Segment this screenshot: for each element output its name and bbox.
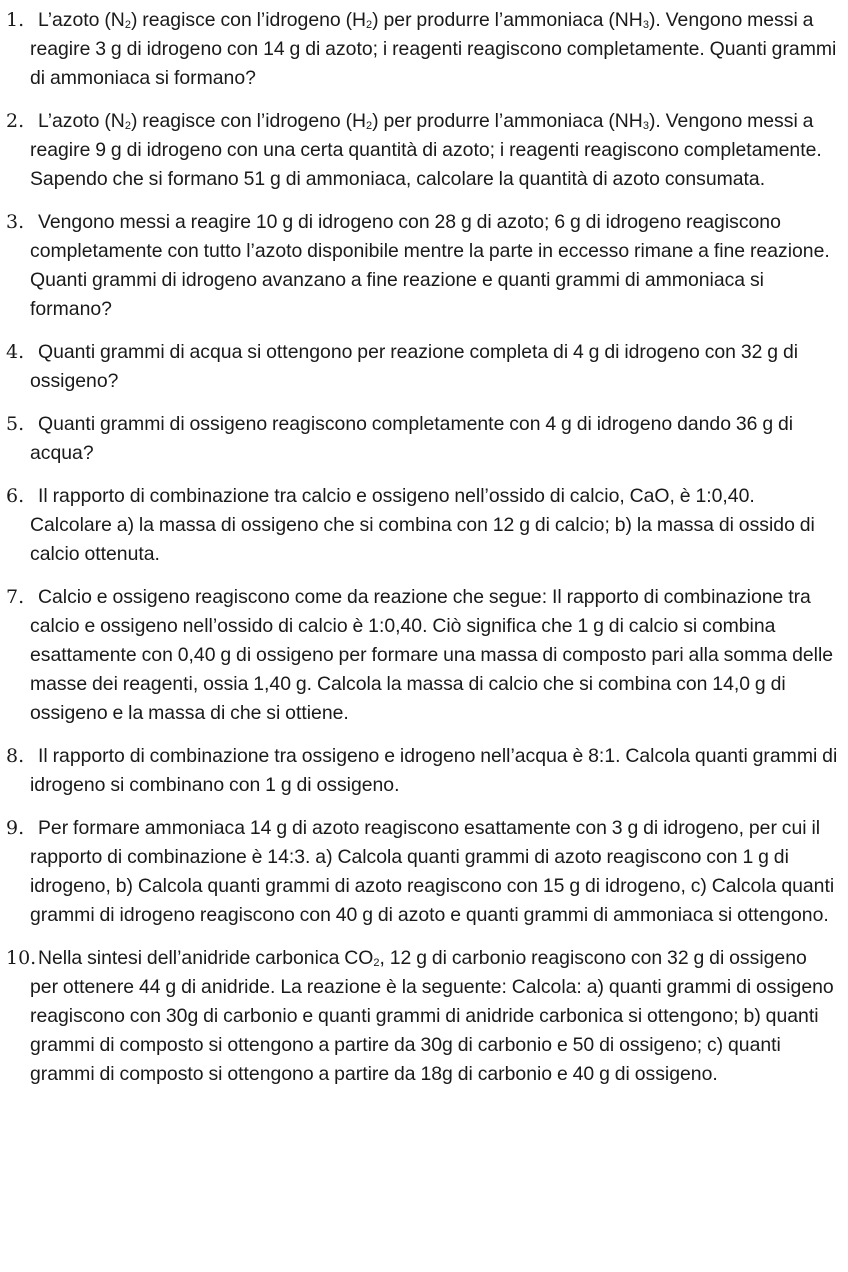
problem-text: Il rapporto di combinazione tra ossigeno e idrogeno nell’acqua è 8:1. Calcola quanti grammi di idrogeno si combinano con 1 g di ossigeno. — [30, 745, 838, 796]
problem-10 — [6, 944, 838, 1089]
problem-number: 6. — [6, 485, 25, 507]
problem-number: 10. — [6, 947, 37, 969]
problem-text: Nella sintesi dell’anidride carbonica $CO_2$, 12 g di carbonio reagiscono con 32 g di ossigeno per ottenere 44 g di anidride. La reazione è la seguente: Calcola: a) quanti grammi di ossigeno reagiscono con 30g di carbonio e quanti grammi di anidride carbonica si ottengono; b) quanti grammi di composto si ottengono a partire da 30g di carbonio e 50 di ossigeno; c) quanti grammi di composto si ottengono a partire da 18g di carbonio e 40 g di ossigeno. — [30, 947, 834, 1085]
problem-3 — [6, 208, 838, 324]
problem-7 — [6, 583, 838, 728]
problem-8 — [6, 742, 838, 800]
problem-6 — [6, 482, 838, 569]
problem-number: 9. — [6, 817, 25, 839]
problem-4 — [6, 338, 838, 396]
problem-2 — [6, 107, 838, 194]
problem-number: 4. — [6, 341, 25, 363]
problem-number: 7. — [6, 586, 25, 608]
problem-number: 8. — [6, 745, 25, 767]
problem-1 — [6, 6, 838, 93]
problem-5 — [6, 410, 838, 468]
problem-text: Per formare ammoniaca 14 g di azoto reagiscono esattamente con 3 g di idrogeno, per cui il rapporto di combinazione è 14:3. a) Calcola quanti grammi di azoto reagiscono con 1 g di idrogeno, b) Calcola quanti grammi di azoto reagiscono con 15 g di idrogeno, c) Calcola quanti grammi di idrogeno reagiscono con 40 g di azoto e quanti grammi di ammoniaca si ottengono. — [30, 817, 835, 926]
problem-number: 5. — [6, 413, 25, 435]
problem-text: Il rapporto di combinazione tra calcio e ossigeno nell’ossido di calcio, CaO, è 1:0,40. Calcolare a) la massa di ossigeno che si combina con 12 g di calcio; b) la massa di ossido di calcio ottenuta. — [30, 485, 815, 565]
problem-9 — [6, 814, 838, 930]
problem-text: Vengono messi a reagire 10 g di idrogeno con 28 g di azoto; 6 g di idrogeno reagiscono completamente con tutto l’azoto disponibile mentre la parte in eccesso rimane a fine reazione. Quanti grammi di idrogeno avanzano a fine reazione e quanti grammi di ammoniaca si formano? — [30, 211, 830, 320]
problem-text: Quanti grammi di ossigeno reagiscono completamente con 4 g di idrogeno dando 36 g di acqua? — [30, 413, 794, 464]
problem-number: 3. — [6, 211, 25, 233]
problem-text: L’azoto $(N_2)$ reagisce con l’idrogeno $(H_2)$ per produrre l’ammoniaca $(NH_3)$. Vengono messi a reagire 9 g di idrogeno con una certa quantità di azoto; i reagenti reagiscono completamente. Sapendo che si formano 51 g di ammoniaca, calcolare la quantità di azoto consumata. — [30, 110, 822, 190]
problem-text: Quanti grammi di acqua si ottengono per reazione completa di 4 g di idrogeno con 32 g di ossigeno? — [30, 341, 799, 392]
problem-number: 2. — [6, 110, 25, 132]
problem-text: Calcio e ossigeno reagiscono come da reazione che segue: Il rapporto di combinazione tra calcio e ossigeno nell’ossido di calcio è 1:0,40. Ciò significa che 1 g di calcio si combina esattamente con 0,40 g di ossigeno per formare una massa di composto pari alla somma delle masse dei reagenti, ossia 1,40 g. Calcola la massa di calcio che si combina con 14,0 g di ossigeno e la massa di che si ottiene. — [30, 586, 834, 724]
problem-number: 1. — [6, 9, 25, 31]
problem-text: L’azoto $(N_2)$ reagisce con l’idrogeno $(H_2)$ per produrre l’ammoniaca $(NH_3)$. Vengono messi a reagire 3 g di idrogeno con 14 g di azoto; i reagenti reagiscono completamente. Quanti grammi di ammoniaca si formano? — [30, 9, 837, 89]
